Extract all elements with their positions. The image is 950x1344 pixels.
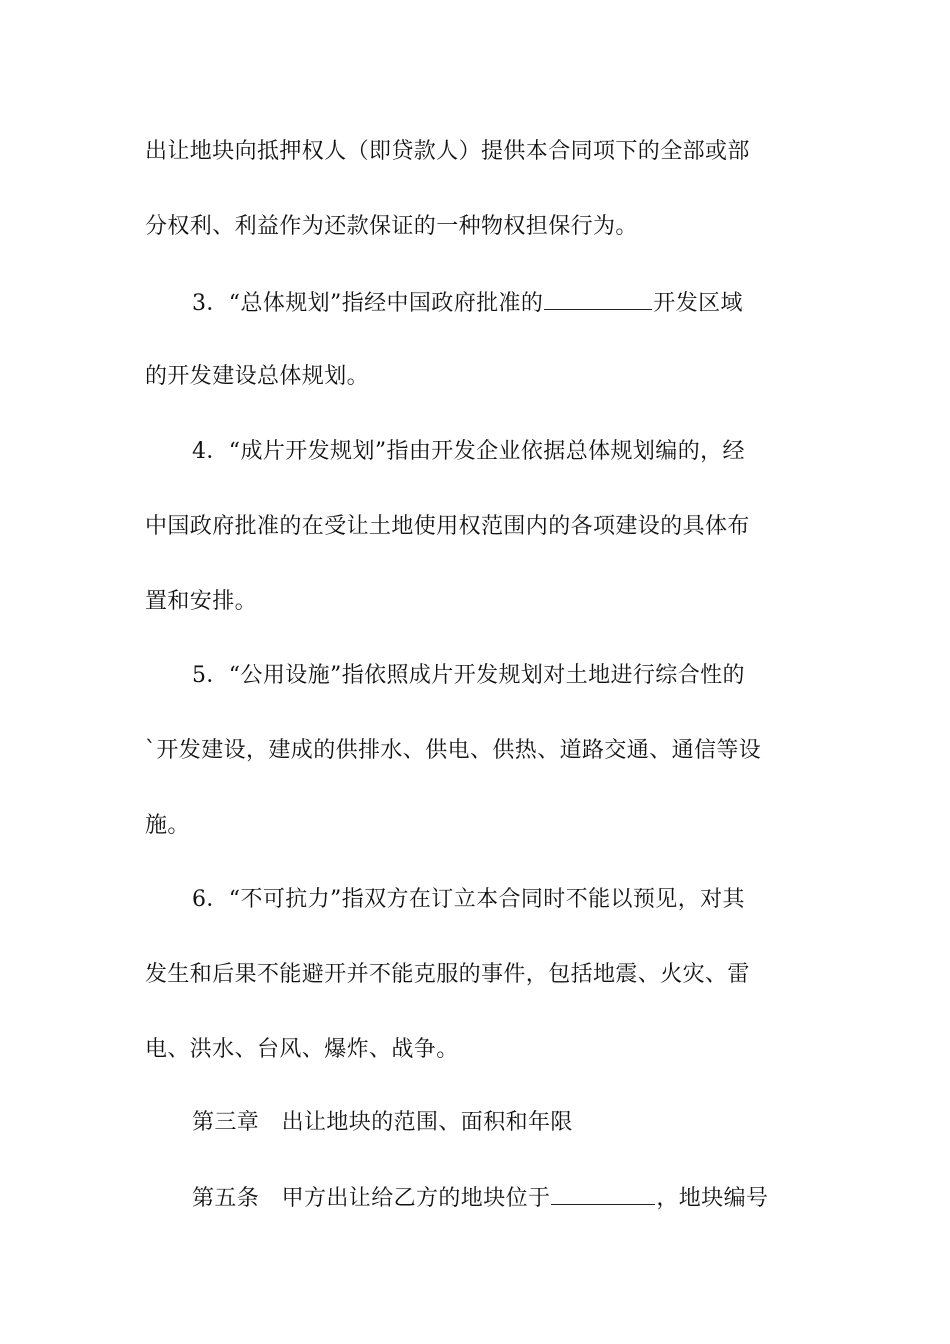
- fill-in-blank[interactable]: [544, 287, 652, 310]
- text-line: 中国政府批准的在受让土地使用权范围内的各项建设的具体布: [145, 514, 750, 539]
- clause-6-line: 6．“不可抗力”指双方在订立本合同时不能以预见，对其: [192, 887, 745, 912]
- clause-3-text: 3．“总体规划”指经中国政府批准的: [192, 291, 544, 316]
- clause-4-line: 4．“成片开发规划”指由开发企业依据总体规划编的，经: [192, 439, 745, 464]
- clause-3-text-end: 开发区域: [653, 291, 743, 316]
- text-line: 置和安排。: [145, 589, 258, 614]
- text-line: 电、洪水、台风、爆炸、战争。: [145, 1037, 459, 1062]
- clause-5-line: 5．“公用设施”指依照成片开发规划对土地进行综合性的: [192, 663, 745, 688]
- article-5-text: 第五条 甲方出让给乙方的地块位于: [192, 1186, 551, 1211]
- fill-in-blank[interactable]: [551, 1182, 655, 1205]
- clause-3-line: [192, 287, 825, 319]
- text-line: 发生和后果不能避开并不能克服的事件，包括地震、火灾、雷: [145, 962, 750, 987]
- article-5-text-end: ，地块编号: [656, 1186, 769, 1211]
- text-line: 分权利、利益作为还款保证的一种物权担保行为。: [145, 214, 638, 239]
- text-line: 的开发建设总体规划。: [145, 364, 370, 389]
- article-5-line: [192, 1182, 825, 1214]
- chapter-heading: 第三章 出让地块的范围、面积和年限: [192, 1110, 573, 1135]
- text-line: 出让地块向抵押权人（即贷款人）提供本合同项下的全部或部: [145, 139, 750, 164]
- text-line: `开发建设，建成的供排水、供电、供热、道路交通、通信等设: [145, 738, 762, 763]
- text-line: 施。: [145, 813, 190, 838]
